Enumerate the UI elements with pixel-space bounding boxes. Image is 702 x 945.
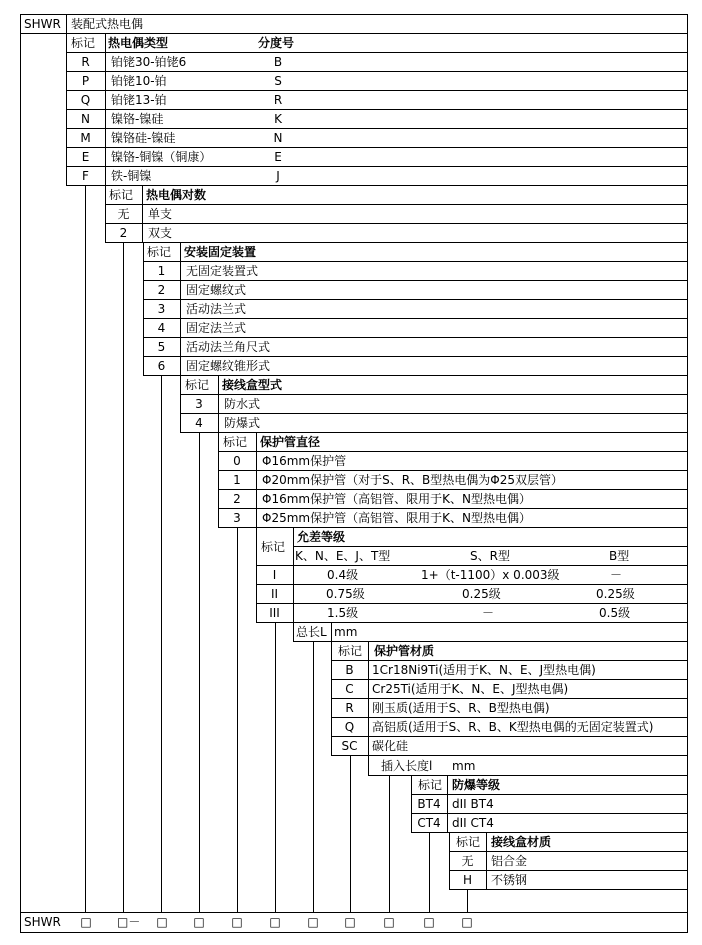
type-index: E: [274, 150, 282, 164]
diameter-header: 保护管直径: [260, 435, 321, 449]
mount-label: 固定螺纹式: [186, 283, 247, 297]
type-mark: E: [81, 150, 90, 164]
mount-mark: 5: [157, 340, 166, 354]
box-mark-header: 标记: [185, 378, 210, 392]
boxmat-mark-header: 标记: [456, 835, 481, 849]
tolerance-v2: －: [482, 606, 495, 620]
material-header: 保护管材质: [374, 644, 435, 658]
footer-box-boxmat: □: [461, 915, 473, 929]
box-mark: 3: [195, 397, 203, 411]
mount-mark: 4: [157, 321, 166, 335]
tolerance-v1: 1.5级: [327, 606, 359, 620]
index-header: 分度号: [258, 36, 295, 50]
tolerance-v3: －: [610, 568, 623, 582]
mount-label: 活动法兰式: [186, 302, 247, 316]
tolerance-mark: II: [270, 587, 279, 601]
mount-mark: 3: [157, 302, 166, 316]
pairs-mark-header: 标记: [109, 188, 134, 202]
footer-box-explosion: □: [423, 915, 435, 929]
type-mark: R: [81, 55, 90, 69]
material-mark: R: [345, 701, 354, 715]
type-name: 铂铑10-铂: [111, 74, 167, 88]
footer-box-type: □: [80, 915, 92, 929]
explosion-label: dII BT4: [452, 797, 494, 811]
explosion-header: 防爆等级: [452, 778, 501, 792]
type-name: 铂铑30-铂铑6: [111, 55, 187, 69]
type-index: R: [273, 93, 283, 107]
footer-box-pairs: □－: [117, 915, 141, 929]
tolerance-col-b: B型: [609, 549, 630, 563]
mount-label: 固定法兰式: [186, 321, 247, 335]
tolerance-col-knej: K、N、E、J、T型: [295, 549, 391, 563]
tolerance-mark: I: [272, 568, 277, 582]
boxmat-mark: H: [462, 873, 473, 887]
type-mark: Q: [80, 93, 91, 107]
footer-box-material: □: [344, 915, 356, 929]
pairs-label: 双支: [148, 226, 173, 240]
type-name: 镍铬-铜镍（铜康）: [111, 150, 212, 164]
tolerance-v1: 0.4级: [327, 568, 359, 582]
explosion-mark-header: 标记: [418, 778, 443, 792]
footer-box-mount: □: [156, 915, 168, 929]
mount-label: 无固定装置式: [186, 264, 259, 278]
diameter-mark-header: 标记: [223, 435, 248, 449]
box-mark: 4: [195, 416, 203, 430]
diameter-mark: 0: [233, 454, 241, 468]
material-mark: Q: [344, 720, 355, 734]
box-label: 防水式: [224, 397, 261, 411]
tolerance-v2: 1+（t-1100）x 0.003级: [421, 568, 560, 582]
diameter-label: Φ16mm保护管: [262, 454, 347, 468]
diameter-mark: 3: [233, 511, 241, 525]
type-mark: F: [82, 169, 89, 183]
total-length-unit: mm: [334, 625, 358, 639]
pairs-mark: 无: [117, 207, 130, 221]
tolerance-v3: 0.5级: [599, 606, 631, 620]
type-index: N: [273, 131, 283, 145]
explosion-mark: BT4: [417, 797, 441, 811]
material-label: 1Cr18Ni9Ti(适用于K、N、E、J型热电偶): [372, 663, 596, 677]
type-name: 镍铬硅-镍硅: [111, 131, 176, 145]
type-index: B: [273, 55, 283, 69]
pairs-header: 热电偶对数: [146, 188, 207, 202]
total-length-label: 总长L: [296, 625, 327, 639]
mount-header: 安装固定装置: [184, 245, 257, 259]
tolerance-v1: 0.75级: [326, 587, 365, 601]
boxmat-label: 不锈钢: [491, 873, 528, 887]
material-label: 碳化硅: [372, 739, 409, 753]
material-mark: SC: [341, 739, 358, 753]
tolerance-mark-header: 标记: [261, 540, 286, 554]
type-name: 铂铑13-铂: [111, 93, 167, 107]
diameter-mark: 1: [233, 473, 241, 487]
pairs-label: 单支: [148, 207, 173, 221]
material-mark: B: [345, 663, 354, 677]
mount-label: 活动法兰角尺式: [186, 340, 271, 354]
type-mark: M: [80, 131, 91, 145]
type-header: 热电偶类型: [108, 36, 169, 50]
box-header: 接线盒型式: [222, 378, 283, 392]
mount-mark: 1: [157, 264, 166, 278]
header-title: 装配式热电偶: [71, 17, 144, 31]
footer-box-length: □: [307, 915, 319, 929]
type-name: 铁-铜镍: [111, 169, 152, 183]
tolerance-v3: 0.25级: [596, 587, 635, 601]
material-mark: C: [345, 682, 354, 696]
material-label: 高铝质(适用于S、R、B、K型热电偶的无固定装置式): [372, 720, 654, 734]
tolerance-mark: III: [269, 606, 280, 620]
boxmat-mark: 无: [461, 854, 474, 868]
boxmat-label: 铝合金: [491, 854, 528, 868]
type-index: K: [274, 112, 282, 126]
footer-code: SHWR: [24, 915, 61, 929]
tolerance-col-sr: S、R型: [470, 549, 510, 563]
diameter-mark: 2: [233, 492, 241, 506]
type-mark-header: 标记: [71, 36, 96, 50]
diameter-label: Φ16mm保护管（高铝管、限用于K、N型热电偶）: [262, 492, 531, 506]
insert-length-unit: mm: [452, 759, 476, 773]
explosion-label: dII CT4: [452, 816, 494, 830]
mount-label: 固定螺纹锥形式: [186, 359, 271, 373]
material-label: 刚玉质(适用于S、R、B型热电偶): [372, 701, 550, 715]
explosion-mark: CT4: [417, 816, 441, 830]
type-index: S: [274, 74, 282, 88]
material-label: Cr25Ti(适用于K、N、E、J型热电偶): [372, 682, 569, 696]
diameter-label: Φ20mm保护管（对于S、R、B型热电偶为Φ25双层管）: [262, 473, 563, 487]
type-mark: N: [81, 112, 90, 126]
boxmat-header: 接线盒材质: [491, 835, 552, 849]
material-mark-header: 标记: [338, 644, 363, 658]
type-index: J: [276, 169, 280, 183]
box-label: 防爆式: [224, 416, 261, 430]
footer-box-junction: □: [193, 915, 205, 929]
header-code: SHWR: [24, 17, 61, 31]
footer-box-insert: □: [383, 915, 395, 929]
tolerance-header: 允差等级: [297, 530, 346, 544]
footer-box-tolerance: □: [269, 915, 281, 929]
diameter-label: Φ25mm保护管（高铝管、限用于K、N型热电偶）: [262, 511, 531, 525]
type-mark: P: [81, 74, 90, 88]
mount-mark: 2: [157, 283, 166, 297]
insert-length-label: 插入长度l: [381, 759, 433, 773]
mount-mark: 6: [157, 359, 166, 373]
footer-box-diameter: □: [231, 915, 243, 929]
mount-mark-header: 标记: [147, 245, 172, 259]
pairs-mark: 2: [119, 226, 128, 240]
type-name: 镍铬-镍硅: [111, 112, 164, 126]
tolerance-v2: 0.25级: [462, 587, 501, 601]
